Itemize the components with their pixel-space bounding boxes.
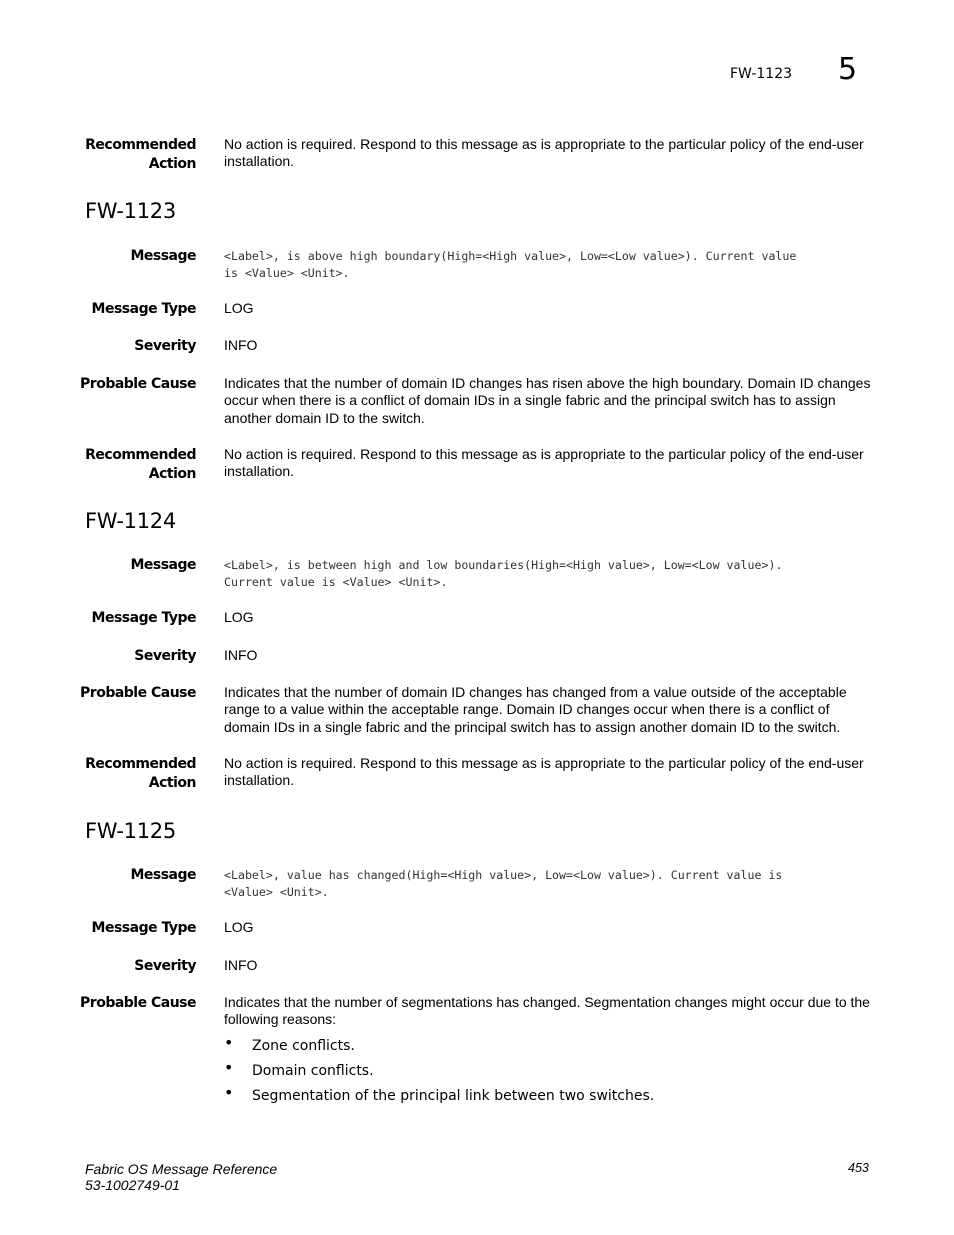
severity-value: INFO — [224, 337, 258, 353]
section-title: FW-1123 — [85, 199, 176, 223]
chapter-number: 5 — [838, 52, 858, 87]
probable-cause-label: Probable Cause — [80, 995, 196, 1011]
message-type-label: Message Type — [91, 920, 196, 936]
label-line-2: Action — [148, 466, 196, 482]
severity-label: Severity — [134, 958, 196, 974]
label-line-1: Recommended — [85, 447, 196, 463]
severity-label: Severity — [134, 648, 196, 664]
message-label: Message — [130, 248, 196, 264]
message-type-value: LOG — [224, 609, 254, 625]
footer-doc-title: Fabric OS Message Reference — [85, 1161, 278, 1177]
message-type-value: LOG — [224, 919, 254, 935]
footer-page-number: 453 — [848, 1161, 869, 1175]
message-label: Message — [130, 557, 196, 573]
section-title: FW-1125 — [85, 819, 176, 843]
probable-cause-label: Probable Cause — [80, 376, 196, 392]
label-line-2: Action — [148, 156, 196, 172]
message-line-1: <Label>, is between high and low boundaries(High=<High value>, Low=<Low value>). — [224, 558, 783, 572]
probable-cause-label: Probable Cause — [80, 685, 196, 701]
severity-value: INFO — [224, 647, 258, 663]
label-line-1: Recommended — [85, 756, 196, 772]
footer-doc-number: 53-1002749-01 — [85, 1177, 180, 1193]
bullet-icon: • — [224, 1033, 234, 1052]
message-line-1: <Label>, value has changed(High=<High value>, Low=<Low value>). Current value is — [224, 868, 783, 882]
severity-label: Severity — [134, 338, 196, 354]
bullet-icon: • — [224, 1083, 234, 1102]
message-text — [224, 557, 874, 591]
message-line-2: is <Value> <Unit>. — [224, 266, 350, 280]
message-type-value: LOG — [224, 300, 254, 316]
section-title: FW-1124 — [85, 509, 176, 533]
running-header-topic: FW-1123 — [730, 66, 793, 82]
recommended-action-text: No action is required. Respond to this message as is appropriate to the particular policy of the end-user installation. — [224, 446, 864, 480]
label-line-2: Action — [148, 775, 196, 791]
recommended-action-label — [46, 755, 196, 793]
message-line-2: <Value> <Unit>. — [224, 885, 329, 899]
label-line-1: Recommended — [85, 137, 196, 153]
message-line-2: Current value is <Value> <Unit>. — [224, 575, 448, 589]
recommended-action-label — [46, 136, 196, 174]
message-line-1: <Label>, is above high boundary(High=<High value>, Low=<Low value>). Current value — [224, 249, 797, 263]
recommended-action-text: No action is required. Respond to this message as is appropriate to the particular policy of the end-user installation. — [224, 136, 864, 170]
recommended-action-text: No action is required. Respond to this message as is appropriate to the particular policy of the end-user installation. — [224, 755, 864, 789]
probable-cause-text: Indicates that the number of domain ID changes has risen above the high boundary. Domain ID changes occur when there is a conflict of domain IDs in a single fabric and the principal switch has to assign another domain ID to the switch. — [224, 375, 871, 426]
message-label: Message — [130, 867, 196, 883]
list-item-text: Segmentation of the principal link between two switches. — [252, 1088, 655, 1104]
message-type-label: Message Type — [91, 301, 196, 317]
message-type-label: Message Type — [91, 610, 196, 626]
probable-cause-text: Indicates that the number of domain ID changes has changed from a value outside of the acceptable range to a value within the acceptable range. Domain ID changes occur when there is a conflict of domain IDs in a single fabric and the principal switch has to assign another domain ID to the switch. — [224, 684, 847, 735]
probable-cause-text: Indicates that the number of segmentations has changed. Segmentation changes might occur due to the following reasons: — [224, 994, 870, 1028]
recommended-action-label — [46, 446, 196, 484]
message-text — [224, 248, 874, 282]
list-item-text: Zone conflicts. — [252, 1038, 355, 1054]
bullet-icon: • — [224, 1058, 234, 1077]
severity-value: INFO — [224, 957, 258, 973]
message-text — [224, 867, 874, 901]
list-item-text: Domain conflicts. — [252, 1063, 374, 1079]
